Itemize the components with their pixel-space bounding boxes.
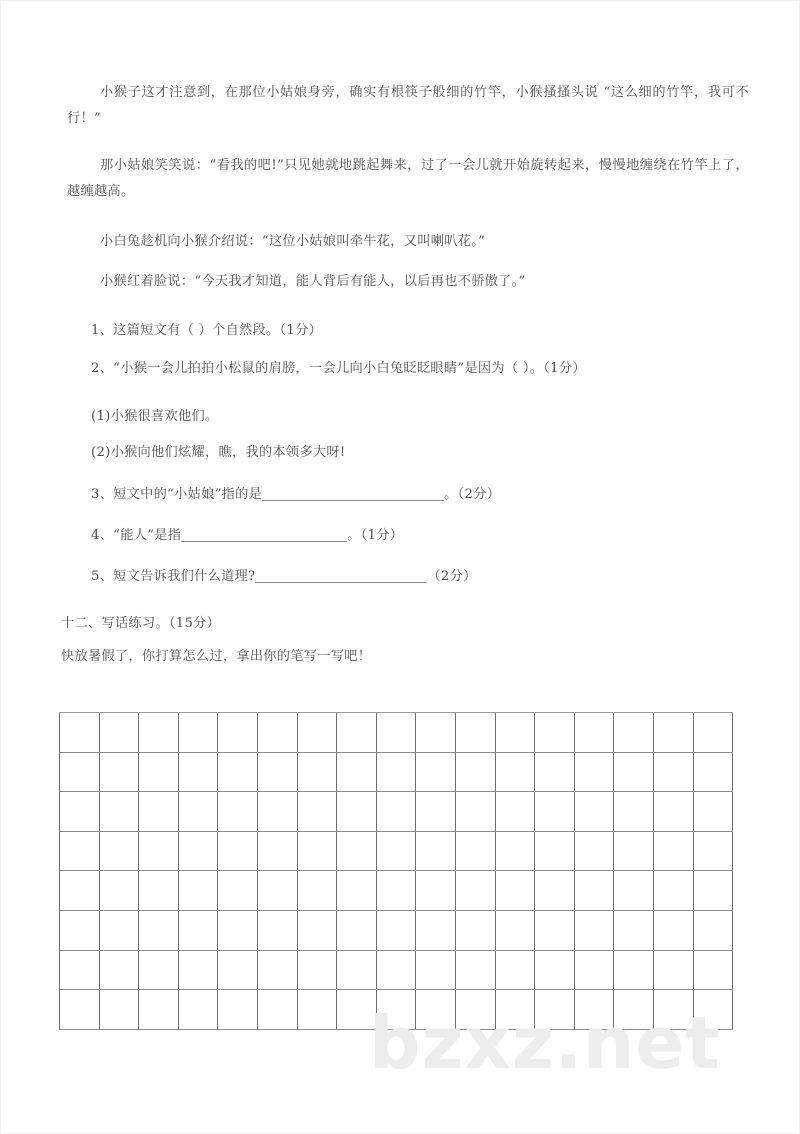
composition-grid-cell[interactable] (257, 950, 297, 990)
composition-grid-cell[interactable] (297, 792, 337, 832)
composition-grid-cell[interactable] (455, 713, 495, 752)
composition-grid-cell[interactable] (297, 713, 337, 752)
composition-grid-cell[interactable] (257, 752, 297, 792)
composition-grid-cell[interactable] (60, 831, 99, 871)
composition-grid-cell[interactable] (495, 792, 535, 832)
composition-grid-cell[interactable] (455, 950, 495, 990)
question-4-suffix: 。（1分） (347, 528, 404, 543)
composition-grid-cell[interactable] (218, 990, 258, 1030)
composition-grid-cell[interactable] (574, 713, 614, 752)
composition-grid-cell[interactable] (178, 831, 218, 871)
passage-paragraph-4: 小猴红着脸说：“今天我才知道，能人背后有能人，以后再也不骄傲了。” (100, 274, 526, 289)
composition-grid-cell[interactable] (495, 950, 535, 990)
composition-grid-cell[interactable] (376, 752, 416, 792)
composition-grid-cell[interactable] (455, 792, 495, 832)
composition-grid-cell[interactable] (139, 831, 179, 871)
composition-grid-cell[interactable] (257, 792, 297, 832)
passage-paragraph-1: 小猴子这才注意到，在那位小姑娘身旁，确实有根筷子般细的竹竿，小猴搔搔头说 “这么细的竹竿，我可不行！” (67, 85, 749, 126)
composition-grid-cell[interactable] (455, 752, 495, 792)
composition-grid-cell[interactable] (99, 910, 139, 950)
composition-grid-cell[interactable] (139, 752, 179, 792)
composition-grid-cell[interactable] (257, 713, 297, 752)
composition-grid-cell[interactable] (376, 950, 416, 990)
composition-grid-cell[interactable] (653, 831, 693, 871)
composition-grid-cell[interactable] (693, 910, 733, 950)
composition-grid-cell[interactable] (60, 990, 99, 1030)
composition-grid-cell[interactable] (416, 831, 456, 871)
composition-grid-cell[interactable] (178, 713, 218, 752)
composition-grid-cell[interactable] (99, 990, 139, 1030)
composition-grid-cell[interactable] (693, 792, 733, 832)
passage-paragraph-2: 那小姑娘笑笑说：“看我的吧!”只见她就地跳起舞来，过了一会儿就开始旋转起来，慢慢地缠绕在竹竿上了，越缠越高。 (67, 158, 749, 199)
composition-grid-cell[interactable] (455, 871, 495, 911)
composition-grid-cell[interactable] (178, 910, 218, 950)
composition-grid-cell[interactable] (416, 792, 456, 832)
composition-grid-cell[interactable] (297, 871, 337, 911)
composition-grid-cell[interactable] (337, 792, 377, 832)
question-5 (91, 566, 781, 588)
composition-grid-cell[interactable] (297, 910, 337, 950)
question-2-option-2: (2)小猴向他们炫耀，瞧，我的本领多大呀! (91, 445, 346, 460)
composition-grid-cell[interactable] (218, 713, 258, 752)
writing-section-prompt: 快放暑假了，你打算怎么过，拿出你的笔写一写吧！ (61, 649, 372, 664)
composition-grid-cell[interactable] (178, 752, 218, 792)
composition-grid-cell[interactable] (376, 871, 416, 911)
question-3-prefix: 3、短文中的“小姑娘”指的是 (91, 487, 263, 502)
composition-grid-cell[interactable] (60, 713, 99, 752)
composition-grid-cell[interactable] (535, 752, 575, 792)
composition-grid-cell[interactable] (139, 871, 179, 911)
composition-grid-cell[interactable] (178, 871, 218, 911)
composition-grid-cell[interactable] (653, 910, 693, 950)
composition-grid-cell[interactable] (297, 950, 337, 990)
composition-grid-row (60, 752, 733, 792)
composition-grid-cell[interactable] (574, 831, 614, 871)
composition-grid-cell[interactable] (614, 713, 654, 752)
composition-grid-cell[interactable] (139, 792, 179, 832)
composition-grid-cell[interactable] (337, 831, 377, 871)
composition-grid-cell[interactable] (535, 871, 575, 911)
composition-grid-cell[interactable] (495, 910, 535, 950)
composition-grid-cell[interactable] (693, 713, 733, 752)
composition-grid-cell[interactable] (139, 990, 179, 1030)
composition-grid-cell[interactable] (376, 713, 416, 752)
question-3 (91, 484, 781, 506)
composition-grid-cell[interactable] (178, 792, 218, 832)
composition-grid-cell[interactable] (60, 871, 99, 911)
composition-grid-cell[interactable] (653, 792, 693, 832)
composition-grid-cell[interactable] (535, 792, 575, 832)
composition-grid-cell[interactable] (337, 910, 377, 950)
composition-grid-cell[interactable] (653, 871, 693, 911)
composition-grid-cell[interactable] (416, 713, 456, 752)
question-4-answer-blank[interactable] (181, 527, 347, 542)
composition-grid-cell[interactable] (257, 871, 297, 911)
composition-grid-cell[interactable] (60, 950, 99, 990)
composition-grid-cell[interactable] (574, 792, 614, 832)
question-3-suffix: 。（2分） (444, 487, 501, 502)
composition-grid[interactable] (59, 712, 733, 1030)
composition-grid-cell[interactable] (495, 831, 535, 871)
composition-grid-cell[interactable] (218, 831, 258, 871)
question-5-suffix: （2分） (427, 569, 477, 584)
composition-grid-cell[interactable] (535, 910, 575, 950)
question-4-prefix: 4、“能人”是指 (91, 528, 182, 543)
composition-grid-cell[interactable] (574, 910, 614, 950)
composition-grid-cell[interactable] (218, 950, 258, 990)
composition-grid-cell[interactable] (376, 910, 416, 950)
composition-grid-row (60, 713, 733, 752)
composition-grid-cell[interactable] (99, 950, 139, 990)
composition-grid-cell[interactable] (416, 871, 456, 911)
composition-grid-cell[interactable] (614, 950, 654, 990)
composition-grid-row (60, 950, 733, 990)
composition-grid-cell[interactable] (257, 831, 297, 871)
writing-section-heading: 十二、写话练习。（15分） (61, 616, 221, 631)
composition-grid-row (60, 792, 733, 832)
composition-grid-cell[interactable] (535, 950, 575, 990)
composition-grid-cell[interactable] (416, 752, 456, 792)
composition-grid-cell[interactable] (693, 950, 733, 990)
composition-grid-cell[interactable] (653, 713, 693, 752)
question-2-option-1: (1)小猴很喜欢他们。 (91, 409, 219, 424)
composition-grid-cell[interactable] (337, 871, 377, 911)
composition-grid-cell[interactable] (60, 752, 99, 792)
passage-paragraph-3: 小白兔趁机向小猴介绍说：“这位小姑娘叫牵牛花，又叫喇叭花。” (100, 234, 486, 249)
watermark-text: bzxz.net (369, 1001, 721, 1085)
composition-grid-cell[interactable] (337, 713, 377, 752)
question-5-answer-blank[interactable] (255, 568, 427, 583)
question-3-answer-blank[interactable] (262, 486, 444, 501)
composition-grid-cell[interactable] (297, 752, 337, 792)
composition-grid-cell[interactable] (257, 990, 297, 1030)
composition-grid-cell[interactable] (178, 950, 218, 990)
composition-grid-row (60, 871, 733, 911)
question-5-prefix: 5、短文告诉我们什么道理? (91, 569, 256, 584)
composition-grid-cell[interactable] (693, 871, 733, 911)
composition-grid-cell[interactable] (574, 871, 614, 911)
composition-grid-cell[interactable] (653, 752, 693, 792)
composition-grid-cell[interactable] (99, 831, 139, 871)
composition-grid-cell[interactable] (416, 910, 456, 950)
composition-grid-cell[interactable] (653, 950, 693, 990)
composition-grid-row (60, 910, 733, 950)
composition-grid-cell[interactable] (535, 713, 575, 752)
composition-grid-cell[interactable] (99, 752, 139, 792)
composition-grid-cell[interactable] (495, 871, 535, 911)
composition-grid-cell[interactable] (60, 910, 99, 950)
composition-grid-row (60, 831, 733, 871)
composition-grid-cell[interactable] (218, 792, 258, 832)
composition-grid-cell[interactable] (218, 910, 258, 950)
composition-grid-cell[interactable] (218, 752, 258, 792)
composition-grid-cell[interactable] (297, 831, 337, 871)
composition-grid-cell[interactable] (99, 792, 139, 832)
composition-grid-cell[interactable] (337, 752, 377, 792)
composition-grid-cell[interactable] (614, 910, 654, 950)
composition-grid-cell[interactable] (574, 752, 614, 792)
composition-grid-cell[interactable] (614, 871, 654, 911)
composition-grid-table (60, 713, 733, 1030)
composition-grid-cell[interactable] (139, 713, 179, 752)
composition-grid-cell[interactable] (337, 950, 377, 990)
composition-grid-cell[interactable] (495, 713, 535, 752)
composition-grid-cell[interactable] (495, 752, 535, 792)
composition-grid-cell[interactable] (614, 792, 654, 832)
composition-grid-cell[interactable] (218, 871, 258, 911)
question-1: 1、这篇短文有（ ）个自然段。（1分） (91, 323, 323, 338)
composition-grid-cell[interactable] (178, 990, 218, 1030)
composition-grid-cell[interactable] (693, 752, 733, 792)
composition-grid-cell[interactable] (416, 950, 456, 990)
composition-grid-cell[interactable] (574, 950, 614, 990)
composition-grid-cell[interactable] (376, 831, 416, 871)
composition-grid-cell[interactable] (535, 831, 575, 871)
composition-grid-cell[interactable] (455, 910, 495, 950)
composition-grid-cell[interactable] (139, 950, 179, 990)
composition-grid-cell[interactable] (376, 792, 416, 832)
composition-grid-cell[interactable] (297, 990, 337, 1030)
composition-grid-cell[interactable] (693, 831, 733, 871)
composition-grid-cell[interactable] (99, 871, 139, 911)
composition-grid-cell[interactable] (257, 910, 297, 950)
composition-grid-cell[interactable] (614, 752, 654, 792)
composition-grid-body (60, 713, 733, 1029)
composition-grid-cell[interactable] (60, 792, 99, 832)
composition-grid-cell[interactable] (614, 831, 654, 871)
composition-grid-cell[interactable] (455, 831, 495, 871)
question-2: 2、“小猴一会儿拍拍小松鼠的肩膀，一会儿向小白兔眨眨眼睛”是因为（ ）。（1分） (91, 361, 586, 376)
question-4 (91, 525, 781, 547)
composition-grid-cell[interactable] (99, 713, 139, 752)
composition-grid-cell[interactable] (139, 910, 179, 950)
